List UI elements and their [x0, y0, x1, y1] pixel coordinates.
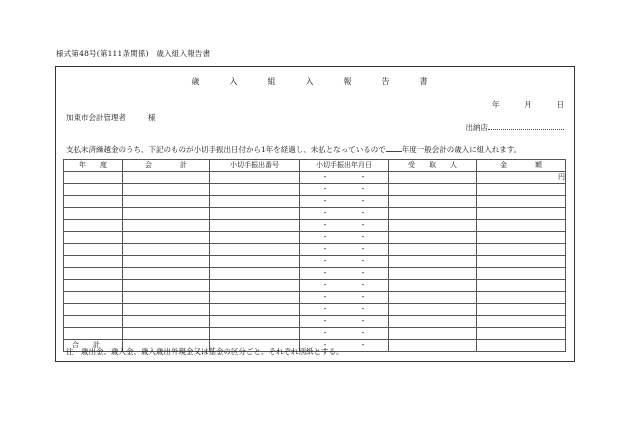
- fiscal-year-cell[interactable]: [64, 328, 123, 340]
- amount-cell[interactable]: [477, 232, 566, 244]
- date-separator: ・: [359, 209, 367, 217]
- total-label: 合計: [72, 341, 114, 349]
- amount-cell[interactable]: [477, 220, 566, 232]
- payee-cell[interactable]: [389, 304, 477, 316]
- table-row: [64, 268, 566, 280]
- fiscal-year-cell[interactable]: [64, 268, 123, 280]
- office-blank[interactable]: [488, 122, 564, 130]
- footnote: 注 歳出金、歳入金、歳入歳出外現金又は基金の区分ごと、それぞれ別紙とする。: [66, 347, 344, 356]
- form-number-label: 様式第48号(第111条関係) 歳入組入報告書: [56, 49, 211, 58]
- fiscal-year-cell[interactable]: [64, 316, 123, 328]
- account-cell[interactable]: [123, 292, 210, 304]
- fiscal-year-cell[interactable]: [64, 172, 123, 184]
- table-row: [64, 196, 566, 208]
- table-row: [64, 184, 566, 196]
- table-header-row: [64, 160, 566, 172]
- check-number-cell[interactable]: [210, 196, 300, 208]
- report-table: [63, 159, 566, 352]
- check-number-cell[interactable]: [210, 232, 300, 244]
- fiscal-year-cell[interactable]: [64, 292, 123, 304]
- payee-cell[interactable]: [389, 184, 477, 196]
- amount-cell[interactable]: [477, 268, 566, 280]
- amount-cell[interactable]: [477, 304, 566, 316]
- payee-cell[interactable]: [389, 292, 477, 304]
- check-date-cell[interactable]: [300, 316, 389, 328]
- fiscal-year-cell[interactable]: [64, 220, 123, 232]
- date-separator: ・: [359, 233, 367, 241]
- account-cell[interactable]: [123, 280, 210, 292]
- amount-cell[interactable]: [477, 196, 566, 208]
- account-cell[interactable]: [123, 256, 210, 268]
- date-separator: ・: [321, 233, 329, 241]
- check-date-cell[interactable]: [300, 220, 389, 232]
- header-check-date: 小切手振出年月日: [300, 160, 389, 172]
- payee-cell[interactable]: [389, 256, 477, 268]
- date-separator: ・: [321, 305, 329, 313]
- check-date-cell[interactable]: [300, 208, 389, 220]
- amount-cell[interactable]: [477, 208, 566, 220]
- payee-cell[interactable]: [389, 208, 477, 220]
- check-number-cell[interactable]: [210, 184, 300, 196]
- date-separator: ・: [359, 293, 367, 301]
- table-row: [64, 328, 566, 340]
- account-cell[interactable]: [123, 304, 210, 316]
- date-separator: ・: [359, 305, 367, 313]
- check-date-cell[interactable]: [300, 280, 389, 292]
- payee-cell[interactable]: [389, 196, 477, 208]
- date-separator: ・: [321, 317, 329, 325]
- date-separator: ・: [359, 269, 367, 277]
- check-number-cell[interactable]: [210, 268, 300, 280]
- account-cell[interactable]: [123, 316, 210, 328]
- check-number-cell[interactable]: [210, 244, 300, 256]
- check-date-cell[interactable]: [300, 328, 389, 340]
- date-separator: ・: [321, 341, 329, 349]
- header-check-number: 小切手振出番号: [210, 160, 300, 172]
- check-number-cell[interactable]: [210, 304, 300, 316]
- table-row: [64, 232, 566, 244]
- check-number-cell[interactable]: [210, 208, 300, 220]
- amount-cell[interactable]: [477, 328, 566, 340]
- fiscal-year-cell[interactable]: [64, 232, 123, 244]
- amount-cell[interactable]: [477, 172, 566, 184]
- check-date-cell[interactable]: [300, 184, 389, 196]
- date-separator: ・: [359, 245, 367, 253]
- date-separator: ・: [321, 329, 329, 337]
- check-number-cell[interactable]: [210, 172, 300, 184]
- account-cell[interactable]: [123, 172, 210, 184]
- amount-cell[interactable]: [477, 340, 566, 352]
- table-row: [64, 292, 566, 304]
- document-title: 歳 入 組 入 報 告 書: [191, 77, 439, 86]
- check-date-cell[interactable]: [300, 196, 389, 208]
- date-separator: ・: [359, 329, 367, 337]
- payee-cell[interactable]: [389, 172, 477, 184]
- amount-cell[interactable]: [477, 280, 566, 292]
- statement-text: [66, 144, 521, 155]
- fiscal-year-cell[interactable]: [64, 208, 123, 220]
- report-form: [55, 66, 575, 362]
- payee-cell[interactable]: [389, 280, 477, 292]
- date-separator: ・: [321, 257, 329, 265]
- account-cell[interactable]: [123, 220, 210, 232]
- table-row: [64, 220, 566, 232]
- account-cell[interactable]: [123, 208, 210, 220]
- header-account: 会 計: [123, 160, 210, 172]
- check-date-cell[interactable]: [300, 172, 389, 184]
- date-separator: ・: [321, 221, 329, 229]
- table-row: [64, 244, 566, 256]
- fiscal-year-blank[interactable]: [386, 144, 402, 152]
- fiscal-year-cell[interactable]: [64, 196, 123, 208]
- check-date-cell[interactable]: [300, 268, 389, 280]
- amount-cell[interactable]: [477, 184, 566, 196]
- payee-cell[interactable]: [389, 328, 477, 340]
- check-number-cell[interactable]: [210, 280, 300, 292]
- table-row: [64, 304, 566, 316]
- check-number-cell[interactable]: [210, 220, 300, 232]
- date-separator: ・: [321, 173, 329, 181]
- date-separator: ・: [359, 257, 367, 265]
- header-payee: 受 取 人: [389, 160, 477, 172]
- payee-cell[interactable]: [389, 232, 477, 244]
- date-separator: ・: [359, 341, 367, 349]
- honorific: 様: [148, 113, 156, 122]
- date-separator: ・: [359, 197, 367, 205]
- table-row: [64, 172, 566, 184]
- check-date-cell[interactable]: [300, 244, 389, 256]
- currency-unit: 円: [558, 173, 565, 181]
- statement-after: 年度一般会計の歳入に組入れます。: [401, 145, 522, 154]
- payee-cell[interactable]: [389, 244, 477, 256]
- month-label: 月: [524, 100, 532, 109]
- table-row: [64, 316, 566, 328]
- date-separator: ・: [321, 269, 329, 277]
- date-separator: ・: [321, 185, 329, 193]
- date-separator: ・: [359, 173, 367, 181]
- date-separator: ・: [321, 281, 329, 289]
- date-separator: ・: [321, 209, 329, 217]
- fiscal-year-cell[interactable]: [64, 304, 123, 316]
- day-label: 日: [556, 100, 564, 109]
- header-fiscal-year: 年 度: [64, 160, 123, 172]
- addressee-line: [66, 112, 156, 123]
- amount-cell[interactable]: [477, 244, 566, 256]
- check-date-cell[interactable]: [300, 304, 389, 316]
- year-label: 年: [491, 100, 500, 109]
- check-date-cell[interactable]: [300, 232, 389, 244]
- check-number-cell[interactable]: [210, 316, 300, 328]
- fiscal-year-cell[interactable]: [64, 256, 123, 268]
- table-row: [64, 208, 566, 220]
- payee-cell[interactable]: [389, 340, 477, 352]
- amount-cell[interactable]: [477, 292, 566, 304]
- account-cell[interactable]: [123, 196, 210, 208]
- fiscal-year-cell[interactable]: [64, 280, 123, 292]
- date-separator: ・: [359, 281, 367, 289]
- payee-cell[interactable]: [389, 268, 477, 280]
- date-separator: ・: [359, 221, 367, 229]
- amount-cell[interactable]: [477, 256, 566, 268]
- account-cell[interactable]: [123, 232, 210, 244]
- office-label: 出納店: [465, 123, 488, 132]
- payee-cell[interactable]: [389, 316, 477, 328]
- account-cell[interactable]: [123, 268, 210, 280]
- date-line: [492, 99, 564, 110]
- amount-cell[interactable]: [477, 316, 566, 328]
- date-separator: ・: [359, 317, 367, 325]
- check-date-cell[interactable]: [300, 292, 389, 304]
- table-row: [64, 280, 566, 292]
- check-number-cell[interactable]: [210, 292, 300, 304]
- statement-before: 支払未済繰越金のうち、下記のものが小切手振出日付から1年を経過し、未払となっているので: [66, 145, 386, 154]
- date-separator: ・: [321, 293, 329, 301]
- payee-cell[interactable]: [389, 220, 477, 232]
- addressee-name: 加東市会計管理者: [66, 113, 126, 122]
- account-cell[interactable]: [123, 244, 210, 256]
- date-separator: ・: [321, 245, 329, 253]
- fiscal-year-cell[interactable]: [64, 244, 123, 256]
- header-amount: 金 額: [477, 160, 566, 172]
- check-date-cell[interactable]: [300, 256, 389, 268]
- check-number-cell[interactable]: [210, 256, 300, 268]
- fiscal-year-cell[interactable]: [64, 184, 123, 196]
- table-row: [64, 256, 566, 268]
- account-cell[interactable]: [123, 328, 210, 340]
- date-separator: ・: [359, 185, 367, 193]
- check-number-cell[interactable]: [210, 328, 300, 340]
- office-line: [466, 122, 565, 133]
- date-separator: ・: [321, 197, 329, 205]
- account-cell[interactable]: [123, 184, 210, 196]
